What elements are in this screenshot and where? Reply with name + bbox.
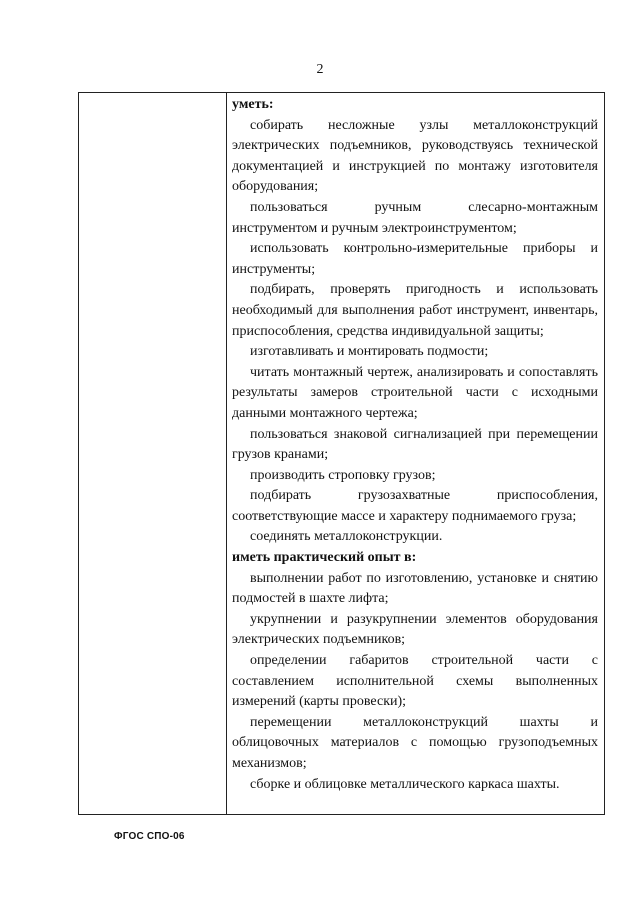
- experience-item: определении габаритов строительной части с составлением исполнительной схемы выполненных измерений (карты провески);: [232, 653, 598, 710]
- requirements-table: [78, 92, 605, 815]
- experience-item: выполнении работ по изготовлению, установке и снятию подмостей в шахте лифта;: [232, 570, 598, 607]
- skill-item: читать монтажный чертеж, анализировать и сопоставлять результаты замеров строительной части с исходными данными монтажного чертежа;: [232, 364, 598, 421]
- skill-item: пользоваться ручным слесарно-монтажным инструментом и ручным электроинструментом;: [232, 199, 598, 236]
- skill-item: изготавливать и монтировать подмости;: [250, 344, 489, 360]
- skill-item: пользоваться знаковой сигнализацией при перемещении грузов кранами;: [232, 426, 598, 463]
- experience-item: сборке и облицовке металлического каркаса шахты.: [250, 776, 560, 792]
- skill-item: использовать контрольно-измерительные приборы и инструменты;: [232, 241, 598, 277]
- skill-item: подбирать, проверять пригодность и использовать необходимый для выполнения работ инструмент, инвентарь, приспособления, средства индивидуальной защиты;: [232, 282, 598, 339]
- document-footer-code: ФГОС СПО-06: [114, 831, 185, 842]
- experience-item: укрупнении и разукрупнении элементов оборудования электрических подъемников;: [232, 611, 598, 648]
- requirements-cell: [232, 95, 598, 795]
- skill-item: соединять металлоконструкции.: [250, 529, 443, 545]
- experience-item: перемещении металлоконструкций шахты и облицовочных материалов с помощью грузоподъемных механизмов;: [232, 714, 598, 771]
- section-heading-skills: уметь:: [232, 97, 274, 112]
- column-divider: [226, 93, 227, 814]
- section-heading-experience: иметь практический опыт в:: [232, 550, 417, 566]
- skill-item: подбирать грузозахватные приспособления, соответствующие массе и характеру поднимаемого груза;: [232, 488, 598, 524]
- skill-item: производить строповку грузов;: [250, 467, 436, 483]
- page-number: 2: [316, 62, 324, 77]
- skill-item: собирать несложные узлы металлоконструкций электрических подъемников, руководствуясь технической документацией и инструкцией по монтажу изготовителя оборудования;: [232, 117, 598, 195]
